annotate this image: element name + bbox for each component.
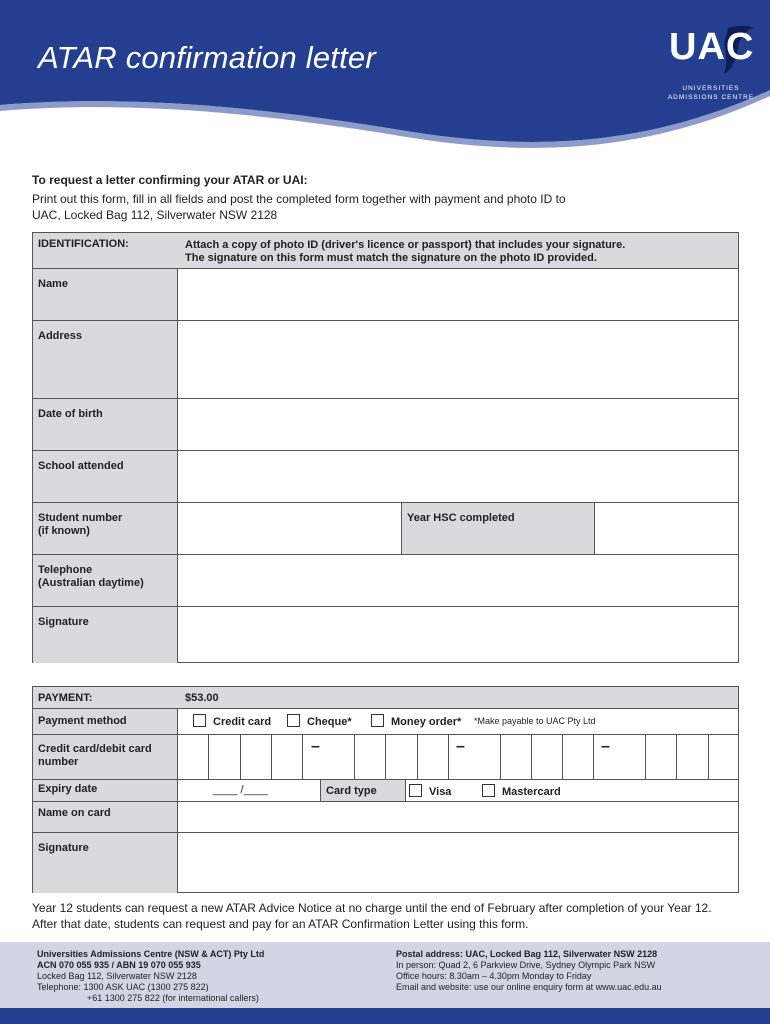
footer-right: [396, 949, 662, 993]
card-number-field[interactable]: [178, 735, 738, 779]
mastercard-checkbox[interactable]: [482, 784, 495, 797]
address-label: Address: [33, 321, 178, 398]
name-label: Name: [33, 269, 178, 320]
card-dash: –: [311, 738, 320, 755]
payment-label: PAYMENT:: [33, 687, 178, 708]
instruction-line-1: Attach a copy of photo ID (driver's licence or passport) that includes your signature.: [185, 239, 626, 251]
logo-mark: UAC: [669, 26, 755, 68]
address-field[interactable]: [178, 321, 738, 398]
payment-method-row: [33, 709, 738, 735]
card-digit-cell: [271, 735, 272, 779]
card-digit-cell: [562, 735, 563, 779]
telephone-row: [33, 555, 738, 607]
card-digit-cell: [385, 735, 386, 779]
footer-hours: Office hours: 8.30am – 4.30pm Monday to Friday: [396, 971, 592, 981]
footer-intl-phone: +61 1300 275 822 (for international callers): [87, 993, 259, 1003]
expiry-label: Expiry date: [33, 780, 178, 801]
intro-line-2: UAC, Locked Bag 112, Silverwater NSW 2128: [32, 208, 278, 222]
identification-section: [32, 232, 739, 663]
credit-card-label: Credit card: [213, 716, 272, 728]
footer-address: Locked Bag 112, Silverwater NSW 2128: [37, 971, 197, 981]
money-order-checkbox[interactable]: [371, 714, 384, 727]
footer-company: Universities Admissions Centre (NSW & ACT) Pty Ltd: [37, 949, 265, 959]
card-dash: –: [601, 738, 610, 755]
payment-signature-field[interactable]: [178, 833, 738, 893]
card-digit-cell: [708, 735, 709, 779]
cheque-checkbox[interactable]: [287, 714, 300, 727]
card-digit-cell: [208, 735, 209, 779]
school-label: School attended: [33, 451, 178, 502]
instruction-line-2: The signature on this form must match the signature on the photo ID provided.: [185, 252, 597, 264]
intro-heading: To request a letter confirming your ATAR or UAI:: [32, 173, 308, 187]
expiry-field[interactable]: ____ /____: [213, 784, 269, 796]
money-order-label: Money order*: [391, 716, 462, 728]
credit-card-option[interactable]: [193, 714, 271, 728]
logo-line-2: ADMISSIONS CENTRE: [667, 94, 755, 101]
card-digit-cell: [417, 735, 418, 779]
student-number-row: [33, 503, 738, 555]
uac-logo: [666, 22, 756, 102]
card-digit-cell: [531, 735, 532, 779]
footer-in-person: In person: Quad 2, 6 Parkview Drive, Sydney Olympic Park NSW: [396, 960, 656, 970]
card-number-label: [33, 735, 178, 779]
year-hsc-label: Year HSC completed: [401, 503, 595, 554]
page-header: [0, 0, 770, 150]
card-number-label-2: number: [38, 756, 79, 768]
identification-instructions: [185, 239, 725, 265]
dob-row: [33, 399, 738, 451]
payment-signature-row: [33, 833, 738, 893]
page-title: ATAR confirmation letter: [38, 40, 376, 75]
payment-note: *Make payable to UAC Pty Ltd: [474, 716, 596, 726]
payment-header: [33, 687, 738, 709]
credit-card-checkbox[interactable]: [193, 714, 206, 727]
name-on-card-row: [33, 802, 738, 833]
card-digit-cell: [354, 735, 355, 779]
page-footer: [0, 942, 770, 1008]
id-signature-label: Signature: [33, 607, 178, 663]
closing-line-2: After that date, students can request and pay for an ATAR Confirmation Letter using this form.: [32, 917, 529, 931]
card-digit-cell: [676, 735, 677, 779]
cheque-option[interactable]: [287, 714, 352, 728]
payment-signature-label: Signature: [33, 833, 178, 893]
student-number-label-1: Student number: [38, 512, 123, 524]
payment-method-label: Payment method: [33, 709, 178, 734]
telephone-label-2: (Australian daytime): [38, 577, 144, 589]
dob-field[interactable]: [178, 399, 738, 450]
money-order-option[interactable]: [371, 714, 461, 728]
expiry-row: [33, 780, 738, 802]
footer-bar: [0, 1008, 770, 1024]
visa-label: Visa: [429, 786, 452, 798]
telephone-label-1: Telephone: [38, 564, 93, 576]
card-digit-cell: [302, 735, 303, 779]
visa-checkbox[interactable]: [409, 784, 422, 797]
footer-email-web: Email and website: use our online enquiry form at www.uac.edu.au: [396, 982, 662, 992]
mastercard-label: Mastercard: [502, 786, 561, 798]
card-type-label: Card type: [320, 780, 406, 801]
name-field[interactable]: [178, 269, 738, 320]
card-dash: –: [456, 738, 465, 755]
dob-label: Date of birth: [33, 399, 178, 450]
mastercard-option[interactable]: [482, 784, 561, 798]
card-digit-cell: [448, 735, 449, 779]
footer-left: [37, 949, 264, 1004]
school-row: [33, 451, 738, 503]
id-signature-row: [33, 607, 738, 663]
card-digit-cell: [645, 735, 646, 779]
name-row: [33, 269, 738, 321]
card-digit-cell: [500, 735, 501, 779]
card-number-label-1: Credit card/debit card: [38, 743, 152, 755]
telephone-field[interactable]: [178, 555, 738, 606]
footer-telephone: Telephone: 1300 ASK UAC (1300 275 822): [37, 982, 209, 992]
telephone-label: [33, 555, 178, 606]
id-signature-field[interactable]: [178, 607, 738, 663]
card-digit-cell: [240, 735, 241, 779]
identification-label: IDENTIFICATION:: [33, 233, 178, 268]
address-row: [33, 321, 738, 399]
name-on-card-field[interactable]: [178, 802, 738, 832]
footer-postal: Postal address: UAC, Locked Bag 112, Silverwater NSW 2128: [396, 949, 658, 959]
intro-line-1: Print out this form, fill in all fields and post the completed form together with payment and photo ID to: [32, 192, 566, 206]
cheque-label: Cheque*: [307, 716, 352, 728]
closing-text: [32, 900, 752, 932]
intro-text: [32, 191, 732, 223]
name-on-card-label: Name on card: [33, 802, 178, 832]
card-digit-cell: [593, 735, 594, 779]
identification-header: [33, 233, 738, 269]
school-field[interactable]: [178, 451, 738, 502]
visa-option[interactable]: [409, 784, 451, 798]
payment-amount: $53.00: [185, 692, 219, 704]
logo-line-1: UNIVERSITIES: [682, 85, 740, 92]
card-number-row: [33, 735, 738, 780]
year-hsc-field[interactable]: [595, 503, 738, 554]
student-number-label: [33, 503, 178, 554]
payment-section: [32, 686, 739, 893]
student-number-label-2: (if known): [38, 525, 90, 537]
closing-line-1: Year 12 students can request a new ATAR Advice Notice at no charge until the end of February after completion of your Year 12.: [32, 901, 712, 915]
student-number-field[interactable]: [178, 503, 400, 554]
footer-acn: ACN 070 055 935 / ABN 19 070 055 935: [37, 960, 201, 970]
